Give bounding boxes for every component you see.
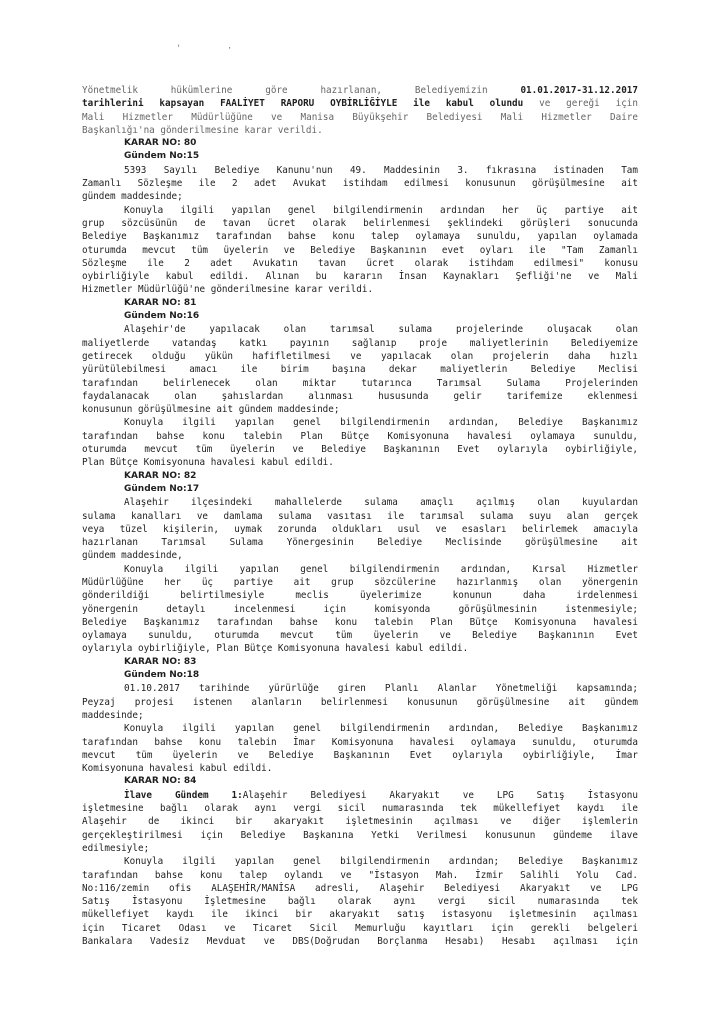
body-text-line: Müdürlüğüne her üç partiye ait grup sözcülerine hazırlanmış olan yönergenin xyxy=(82,576,638,588)
body-text-line: için Ticaret Odası ve Ticaret Sicil Memurluğu kayıtları için gerekli belgeleri xyxy=(82,922,638,934)
body-text-line: Konuyla ilgili yapılan genel bilgilendirmenin ardından, Belediye Başkanımız xyxy=(124,723,638,735)
body-text-line: Peyzaj projesi istenen alanların belirlenmesi konusunun görüşülmesine ait gündem xyxy=(82,696,638,708)
body-text-line: grup sözcüsünün de tavan ücret olarak belirlenmesi şeklindeki görüşleri sonucunda xyxy=(82,217,638,229)
body-text-line: hazırlanan Tarımsal Sulama Yönergesinin Belediye Meclisinde görüşülmesine ait xyxy=(82,537,638,549)
body-text-line: Sözleşme ile 2 adet Avukatın tavan ücret olarak istihdam edilmesi" konusu xyxy=(82,257,638,269)
body-text-line: konusunun görüşülmesine ait gündem maddesinde; xyxy=(82,404,340,416)
body-text-line: veya tüzel kişilerin, uymak zorunda oldukları usul ve esasları belirlemek amacıyla xyxy=(82,523,638,535)
body-text-line: Belediye Başkanımız tarafından bahse konu talep oylamaya sunuldu, yapılan oylamada xyxy=(82,231,638,243)
body-text-line: tarafından bahse konu talebin Plan Bütçe Komisyonuna havalesi oylamaya sunuldu, xyxy=(82,430,638,442)
body-text-line: faydalanacak olan şahıslardan alınması hususunda gelir tarifemize eklenmesi xyxy=(82,390,638,402)
karar-no-heading: KARAR NO: 84 xyxy=(124,776,197,787)
body-text-line: gündem maddesinde, xyxy=(82,550,183,562)
body-text-line: mevcut tüm üyelerin ve Belediye Başkanının Evet oylarıyla oybirliğiyle, İmar xyxy=(82,749,638,761)
body-text-line: Satış İstasyonu İşletmesine bağlı olarak aynı vergi sicil numarasında tek xyxy=(82,896,638,908)
body-text-line: Konuyla ilgili yapılan genel bilgilendirmenin ardından, Kırsal Hizmetler xyxy=(124,563,638,575)
body-text-line: Zamanlı Sözleşme ile 2 adet Avukat istihdam edilmesi konusunun görüşülmesine ait xyxy=(82,178,638,190)
body-text-line: Bankalara Vadesiz Mevduat ve DBS(Doğrudan Borçlanma Hesabı) Hesabı açılması için xyxy=(82,936,638,947)
body-text-line: Mali Hizmetler Müdürlüğüne ve Manisa Büyükşehir Belediyesi Mali Hizmetler Daire xyxy=(82,111,638,123)
body-text-line: Alaşehir de ikinci bir akaryakıt işletmesinin açılması ve diğer işlemlerin xyxy=(82,816,638,828)
body-text-line: edilmesiyle; xyxy=(82,842,150,854)
body-text-line: No:116/zemin ofis ALAŞEHİR/MANİSA adresli, Alaşehir Belediyesi Akaryakıt ve LPG xyxy=(82,882,638,894)
body-text-line: Yönetmelik hükümlerine göre hazırlanan, Belediyemizin 01.01.2017-31.12.2017 xyxy=(82,85,638,96)
body-text-line: işletmesine bağlı olarak aynı vergi sicil numarasında tek mükellefiyet kaydı ile xyxy=(82,803,638,815)
body-text-line: sulama kanalları ve damlama sulama vasıtası ile tarımsal sulama suyu alan gerçek xyxy=(82,510,638,522)
body-text-line: oturumda mevcut tüm üyelerin ve Belediye Başkanının evet oyları ile "Tam Zamanlı xyxy=(82,244,638,256)
body-text-line: Komisyonuna havalesi kabul edildi. xyxy=(82,763,273,775)
body-text-line: oybirliğiyle kabul edildi. Alınan bu kararın İnsan Kaynakları Şefliği'ne ve Mali xyxy=(82,271,638,283)
body-text-line: Alaşehir'de yapılacak olan tarımsal sulama projelerinde oluşacak olan xyxy=(124,324,638,336)
body-text-line: mükellefiyet kaydı ile ikinci bir akaryakıt satış istasyonu işletmesinin açılması xyxy=(82,909,638,921)
body-text-line: tarafından belirlenecek olan miktar tutarınca Tarımsal Sulama Projelerinden xyxy=(82,377,638,389)
body-text-line: maliyetlerde vatandaş katkı payının sağlanıp proje maliyetlerinin Belediyemize xyxy=(82,337,638,349)
body-text-line: gönderildiği belirtilmesiyle meclis üyelerimize konunun daha irdelenmesi xyxy=(82,590,638,602)
body-text-line: gerçekleştirilmesi için Belediye Başkanına Yetki Verilmesi konusunun gündeme ilave xyxy=(82,829,638,841)
gundem-no-heading: Gündem No:15 xyxy=(124,151,200,162)
body-text-line: oturumda mevcut tüm üyelerin ve Belediye Başkanının Evet oylarıyla oybirliğiyle, xyxy=(82,444,638,456)
body-text-line: Başkanlığı'na gönderilmesine karar verildi. xyxy=(82,124,323,136)
gundem-no-heading: Gündem No:17 xyxy=(124,483,200,494)
karar-no-heading: KARAR NO: 80 xyxy=(124,138,197,149)
gundem-no-heading: Gündem No:16 xyxy=(124,311,200,322)
body-text-line: getirecek olduğu yükün hafifletilmesi ve yapılacak olan projelerin daha hızlı xyxy=(82,350,638,362)
body-text-line: İlave Gündem 1:Alaşehir Belediyesi Akaryakıt ve LPG Satış İstasyonu xyxy=(124,789,638,801)
body-text-line: Hizmetler Müdürlüğü'ne gönderilmesine karar verildi. xyxy=(82,284,374,296)
gundem-no-heading: Gündem No:18 xyxy=(124,670,200,681)
body-text-line: Belediye Başkanımız tarafından bahse konu talebin Plan Bütçe Komisyonuna havalesi xyxy=(82,616,638,628)
body-text-line: tarihlerini kapsayan FAALİYET RAPORU OYBİRLİĞİYLE ile kabul olundu ve gereği için xyxy=(82,98,638,110)
body-text-line: maddesinde; xyxy=(82,709,144,721)
body-text-line: yürütülebilmesi amacı ile birim başına dekar maliyetlerin Belediye Meclisi xyxy=(82,364,638,376)
body-text-line: Alaşehir ilçesindeki mahallelerde sulama amaçlı açılmış olan kuyulardan xyxy=(124,497,638,509)
body-text-line: Konuyla ilgili yapılan genel bilgilendirmenin ardından her üç partiye ait xyxy=(124,204,638,216)
body-text-line: tarafından bahse konu talebin İmar Komisyonuna havalesi oylamaya sunuldu, oturumda xyxy=(82,736,638,748)
body-text-line: oylamaya sunuldu, oturumda mevcut tüm üyelerin ve Belediye Başkanının Evet xyxy=(82,630,638,642)
body-text-line: 01.10.2017 tarihinde yürürlüğe giren Planlı Alanlar Yönetmeliği kapsamında; xyxy=(124,683,638,695)
body-text-line: Konuyla ilgili yapılan genel bilgilendirmenin ardından; Belediye Başkanımız xyxy=(124,856,638,868)
body-text-line: 5393 Sayılı Belediye Kanunu'nun 49. Maddesinin 3. fıkrasına istinaden Tam xyxy=(124,164,638,176)
meeting-minutes-page xyxy=(82,84,638,948)
body-text-line: Plan Bütçe Komisyonuna havalesi kabul edildi. xyxy=(82,457,334,469)
scan-marks: ' · xyxy=(176,44,253,54)
body-text-line: gündem maddesinde; xyxy=(82,191,183,203)
body-text-line: oylarıyla oybirliğiyle, Plan Bütçe Komisyonuna havalesi kabul edildi. xyxy=(82,643,469,655)
karar-no-heading: KARAR NO: 83 xyxy=(124,656,197,667)
body-text-line: tarafından bahse konu talep oylandı ve "İstasyon Mah. İzmir Salihli Yolu Cad. xyxy=(82,869,638,881)
body-text-line: Konuyla ilgili yapılan genel bilgilendirmenin ardından, Belediye Başkanımız xyxy=(124,417,638,429)
karar-no-heading: KARAR NO: 82 xyxy=(124,470,197,481)
body-text-line: yönergenin detaylı incelenmesi için komisyonda görüşülmesinin istenmesiyle; xyxy=(82,603,638,615)
karar-no-heading: KARAR NO: 81 xyxy=(124,297,197,308)
